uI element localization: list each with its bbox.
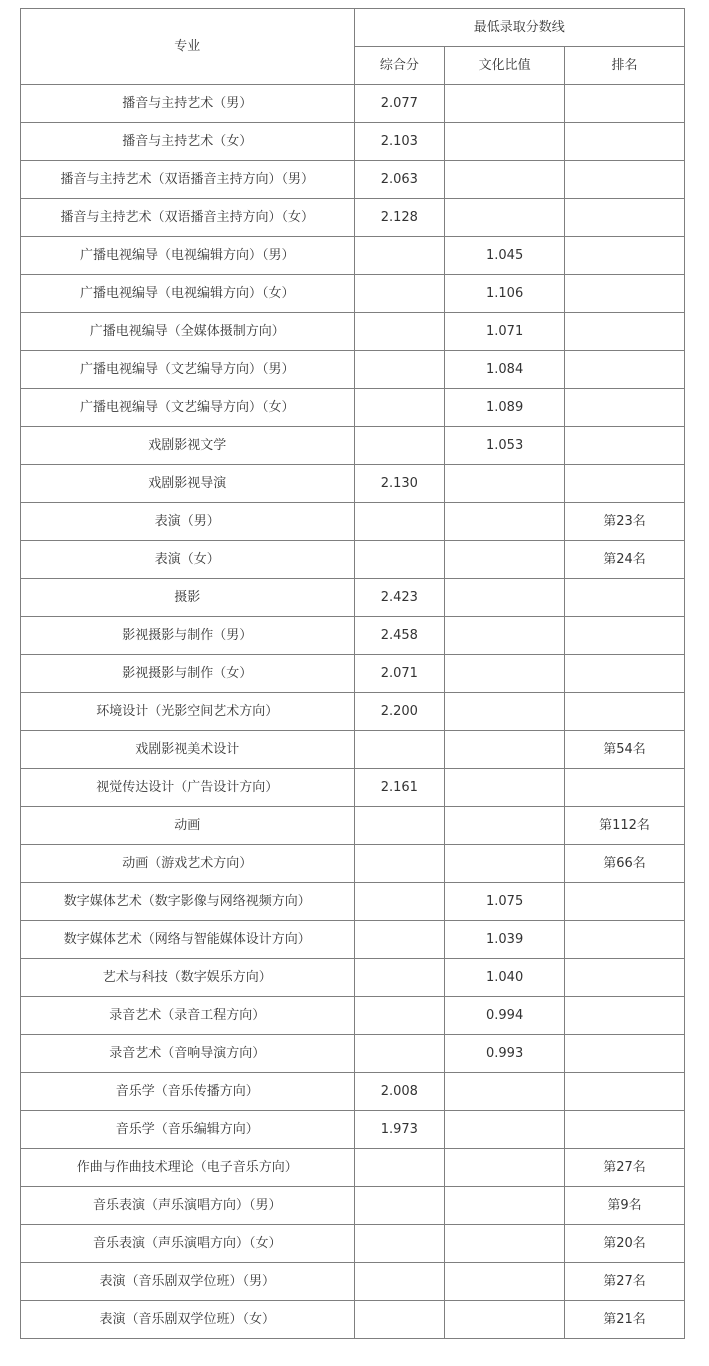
rank-cell: 第54名 (565, 731, 685, 769)
composite-score-cell (354, 1225, 445, 1263)
rank-cell (565, 427, 685, 465)
table-row (21, 655, 685, 693)
major-cell: 表演（音乐剧双学位班）（男） (21, 1263, 355, 1301)
rank-cell: 第21名 (565, 1301, 685, 1339)
composite-score-cell: 2.008 (354, 1073, 445, 1111)
table-row (21, 807, 685, 845)
composite-score-cell (354, 503, 445, 541)
table-row (21, 199, 685, 237)
culture-ratio-cell (445, 807, 565, 845)
major-cell: 表演（音乐剧双学位班）（女） (21, 1301, 355, 1339)
composite-score-cell (354, 959, 445, 997)
table-row (21, 1301, 685, 1339)
table-row (21, 693, 685, 731)
composite-score-cell: 2.063 (354, 161, 445, 199)
major-cell: 视觉传达设计（广告设计方向） (21, 769, 355, 807)
composite-score-cell (354, 427, 445, 465)
culture-ratio-cell (445, 655, 565, 693)
composite-score-cell: 2.130 (354, 465, 445, 503)
composite-score-cell: 2.128 (354, 199, 445, 237)
rank-cell (565, 161, 685, 199)
major-cell: 作曲与作曲技术理论（电子音乐方向） (21, 1149, 355, 1187)
major-cell: 音乐表演（声乐演唱方向）（男） (21, 1187, 355, 1225)
major-cell: 播音与主持艺术（双语播音主持方向）（男） (21, 161, 355, 199)
rank-cell (565, 921, 685, 959)
culture-ratio-cell (445, 579, 565, 617)
rank-cell: 第23名 (565, 503, 685, 541)
major-cell: 摄影 (21, 579, 355, 617)
table-row (21, 541, 685, 579)
rank-cell (565, 655, 685, 693)
table-body (21, 85, 685, 1339)
composite-score-cell (354, 807, 445, 845)
table-row (21, 1225, 685, 1263)
table-row (21, 1073, 685, 1111)
header-culture-ratio: 文化比值 (445, 47, 565, 85)
major-cell: 录音艺术（录音工程方向） (21, 997, 355, 1035)
culture-ratio-cell (445, 541, 565, 579)
table-row (21, 1187, 685, 1225)
major-cell: 表演（男） (21, 503, 355, 541)
composite-score-cell: 2.458 (354, 617, 445, 655)
culture-ratio-cell: 1.045 (445, 237, 565, 275)
rank-cell: 第20名 (565, 1225, 685, 1263)
table-header (21, 9, 685, 85)
rank-cell (565, 85, 685, 123)
culture-ratio-cell (445, 465, 565, 503)
composite-score-cell (354, 883, 445, 921)
header-major: 专业 (21, 9, 355, 85)
rank-cell (565, 1035, 685, 1073)
table-row (21, 427, 685, 465)
major-cell: 表演（女） (21, 541, 355, 579)
composite-score-cell (354, 1301, 445, 1339)
major-cell: 动画 (21, 807, 355, 845)
rank-cell (565, 199, 685, 237)
header-composite: 综合分 (354, 47, 445, 85)
culture-ratio-cell (445, 503, 565, 541)
culture-ratio-cell: 1.084 (445, 351, 565, 389)
composite-score-cell: 2.423 (354, 579, 445, 617)
table-row (21, 1263, 685, 1301)
rank-cell (565, 997, 685, 1035)
major-cell: 影视摄影与制作（女） (21, 655, 355, 693)
rank-cell (565, 959, 685, 997)
composite-score-cell (354, 731, 445, 769)
major-cell: 广播电视编导（文艺编导方向）（男） (21, 351, 355, 389)
culture-ratio-cell (445, 85, 565, 123)
table-row (21, 1149, 685, 1187)
culture-ratio-cell: 1.089 (445, 389, 565, 427)
table-row (21, 997, 685, 1035)
composite-score-cell (354, 997, 445, 1035)
composite-score-cell (354, 351, 445, 389)
culture-ratio-cell (445, 1073, 565, 1111)
header-rank: 排名 (565, 47, 685, 85)
table-row (21, 351, 685, 389)
rank-cell (565, 237, 685, 275)
culture-ratio-cell: 1.039 (445, 921, 565, 959)
rank-cell (565, 579, 685, 617)
table-row (21, 883, 685, 921)
rank-cell: 第112名 (565, 807, 685, 845)
table-row (21, 1111, 685, 1149)
table-row (21, 1035, 685, 1073)
composite-score-cell (354, 1035, 445, 1073)
major-cell: 广播电视编导（文艺编导方向）（女） (21, 389, 355, 427)
major-cell: 广播电视编导（电视编辑方向）（女） (21, 275, 355, 313)
composite-score-cell: 2.071 (354, 655, 445, 693)
major-cell: 广播电视编导（全媒体摄制方向） (21, 313, 355, 351)
table-row (21, 161, 685, 199)
table-row (21, 237, 685, 275)
major-cell: 戏剧影视美术设计 (21, 731, 355, 769)
culture-ratio-cell: 1.071 (445, 313, 565, 351)
culture-ratio-cell (445, 845, 565, 883)
culture-ratio-cell (445, 1111, 565, 1149)
culture-ratio-cell (445, 123, 565, 161)
rank-cell (565, 883, 685, 921)
major-cell: 数字媒体艺术（网络与智能媒体设计方向） (21, 921, 355, 959)
rank-cell: 第24名 (565, 541, 685, 579)
culture-ratio-cell (445, 1301, 565, 1339)
table-row (21, 313, 685, 351)
culture-ratio-cell: 0.994 (445, 997, 565, 1035)
composite-score-cell (354, 921, 445, 959)
major-cell: 戏剧影视文学 (21, 427, 355, 465)
composite-score-cell (354, 541, 445, 579)
rank-cell (565, 351, 685, 389)
culture-ratio-cell (445, 731, 565, 769)
major-cell: 音乐学（音乐编辑方向） (21, 1111, 355, 1149)
rank-cell (565, 123, 685, 161)
major-cell: 音乐表演（声乐演唱方向）（女） (21, 1225, 355, 1263)
table-row (21, 959, 685, 997)
table-row (21, 617, 685, 655)
culture-ratio-cell (445, 1225, 565, 1263)
table-row (21, 389, 685, 427)
rank-cell: 第27名 (565, 1263, 685, 1301)
culture-ratio-cell (445, 199, 565, 237)
major-cell: 动画（游戏艺术方向） (21, 845, 355, 883)
culture-ratio-cell: 1.053 (445, 427, 565, 465)
major-cell: 艺术与科技（数字娱乐方向） (21, 959, 355, 997)
composite-score-cell (354, 237, 445, 275)
composite-score-cell (354, 845, 445, 883)
table-row (21, 123, 685, 161)
table-row (21, 845, 685, 883)
score-table-container (20, 8, 685, 1339)
composite-score-cell: 1.973 (354, 1111, 445, 1149)
rank-cell: 第9名 (565, 1187, 685, 1225)
header-min-score-group: 最低录取分数线 (354, 9, 685, 47)
composite-score-cell: 2.200 (354, 693, 445, 731)
culture-ratio-cell (445, 1263, 565, 1301)
rank-cell (565, 389, 685, 427)
rank-cell (565, 769, 685, 807)
rank-cell (565, 275, 685, 313)
major-cell: 环境设计（光影空间艺术方向） (21, 693, 355, 731)
major-cell: 播音与主持艺术（女） (21, 123, 355, 161)
culture-ratio-cell (445, 693, 565, 731)
composite-score-cell: 2.161 (354, 769, 445, 807)
composite-score-cell (354, 389, 445, 427)
rank-cell (565, 693, 685, 731)
composite-score-cell (354, 1187, 445, 1225)
composite-score-cell: 2.077 (354, 85, 445, 123)
culture-ratio-cell: 1.075 (445, 883, 565, 921)
composite-score-cell (354, 1263, 445, 1301)
major-cell: 影视摄影与制作（男） (21, 617, 355, 655)
culture-ratio-cell (445, 1187, 565, 1225)
culture-ratio-cell (445, 161, 565, 199)
rank-cell (565, 313, 685, 351)
culture-ratio-cell: 0.993 (445, 1035, 565, 1073)
culture-ratio-cell: 1.040 (445, 959, 565, 997)
rank-cell: 第66名 (565, 845, 685, 883)
table-row (21, 769, 685, 807)
table-row (21, 85, 685, 123)
culture-ratio-cell (445, 769, 565, 807)
table-row (21, 275, 685, 313)
major-cell: 戏剧影视导演 (21, 465, 355, 503)
major-cell: 录音艺术（音响导演方向） (21, 1035, 355, 1073)
major-cell: 播音与主持艺术（男） (21, 85, 355, 123)
major-cell: 播音与主持艺术（双语播音主持方向）（女） (21, 199, 355, 237)
rank-cell (565, 617, 685, 655)
rank-cell (565, 1111, 685, 1149)
composite-score-cell (354, 275, 445, 313)
table-row (21, 465, 685, 503)
table-row (21, 921, 685, 959)
composite-score-cell: 2.103 (354, 123, 445, 161)
admission-score-table (20, 8, 685, 1339)
rank-cell (565, 1073, 685, 1111)
culture-ratio-cell: 1.106 (445, 275, 565, 313)
composite-score-cell (354, 1149, 445, 1187)
table-row (21, 503, 685, 541)
culture-ratio-cell (445, 1149, 565, 1187)
table-row (21, 579, 685, 617)
table-row (21, 731, 685, 769)
composite-score-cell (354, 313, 445, 351)
major-cell: 广播电视编导（电视编辑方向）（男） (21, 237, 355, 275)
rank-cell: 第27名 (565, 1149, 685, 1187)
major-cell: 数字媒体艺术（数字影像与网络视频方向） (21, 883, 355, 921)
rank-cell (565, 465, 685, 503)
culture-ratio-cell (445, 617, 565, 655)
major-cell: 音乐学（音乐传播方向） (21, 1073, 355, 1111)
